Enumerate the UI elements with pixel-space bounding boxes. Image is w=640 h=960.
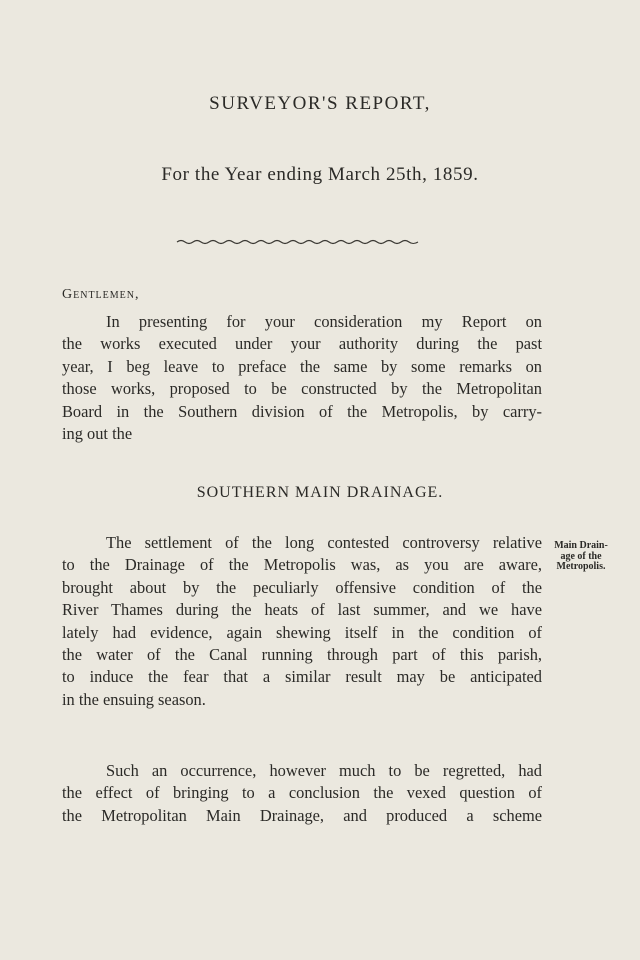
margin-note-line: Main Drain- [554,540,608,551]
text-line: the water of the Canal running through part of this parish, [62,645,542,665]
text-line: to the Drainage of the Metropolis was, as you are aware, [62,555,542,575]
text-line: The settlement of the long contested controversy relative [106,533,542,552]
text-line: the Metropolitan Main Drainage, and produced a scheme [62,805,542,825]
text-line: Board in the Southern division of the Metropolis, by carry- [62,401,542,421]
text-line: year, I beg leave to preface the same by some remarks on [62,356,542,376]
text-line: In presenting for your consideration my Report on [106,312,542,331]
text-line: lately had evidence, again shewing itself in the condition of [62,622,542,642]
section-heading: SOUTHERN MAIN DRAINAGE. [196,484,444,501]
margin-note-line: age of the [560,550,602,562]
text-line: in the ensuing season. [62,689,206,709]
paragraph-main-drainage [62,532,542,711]
text-line: brought about by the peculiarly offensive condition of the [62,577,542,597]
text-line: River Thames during the heats of last summer, and we have [62,600,542,620]
text-line: the effect of bringing to a conclusion the vexed question of [62,783,542,803]
margin-note-line: Metropolis. [556,561,606,572]
paragraph-occurrence [62,760,542,827]
text-line: those works, proposed to be constructed by the Metropolitan [62,379,542,399]
ornamental-rule [175,236,420,248]
text-line: the works executed under your authority during the past [62,334,542,354]
margin-note [545,541,617,573]
text-line: ing out the [62,424,133,444]
salutation: Gentlemen, [62,287,140,302]
paragraph-introduction [62,311,542,445]
report-title: SURVEYOR'S REPORT, [209,93,431,114]
text-line: Such an occurrence, however much to be regretted, had [106,761,542,780]
report-subtitle: For the Year ending March 25th, 1859. [161,164,479,185]
text-line: to induce the fear that a similar result may be anticipated [62,667,542,687]
